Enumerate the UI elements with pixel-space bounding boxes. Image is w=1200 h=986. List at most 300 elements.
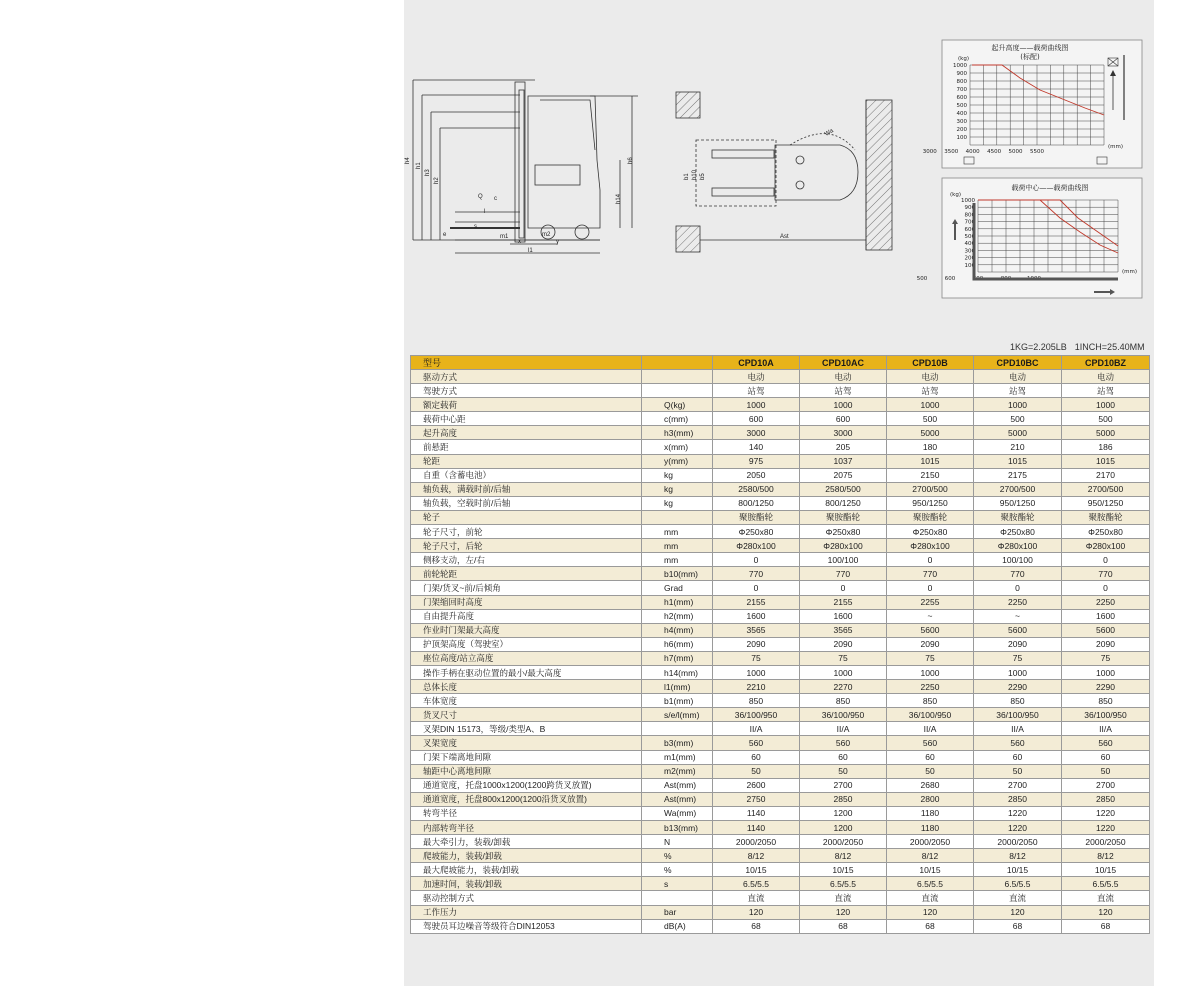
chart2-ytick: 300: [964, 248, 975, 255]
chart2-ytick: 900: [964, 205, 975, 212]
table-row: [411, 806, 1150, 820]
header-model: 型号: [411, 356, 642, 370]
row-label: 轮子: [411, 510, 642, 524]
chart2-title: 载荷中心——载荷曲线图: [1011, 184, 1089, 192]
row-label: 驾驶方式: [411, 384, 642, 398]
chart1-ytick: 300: [956, 119, 967, 125]
row-value: 1200: [800, 806, 887, 820]
row-value: 0: [887, 581, 974, 595]
row-value: 2090: [713, 637, 800, 651]
chart1-ytick: 700: [956, 87, 967, 93]
row-value: 0: [1062, 581, 1150, 595]
row-value: 站驾: [713, 384, 800, 398]
row-label: 轮距: [411, 454, 642, 468]
row-value: 560: [974, 736, 1062, 750]
table-row: [411, 778, 1150, 792]
row-value: Φ280x100: [800, 539, 887, 553]
table-row: [411, 496, 1150, 510]
row-value: 100/100: [800, 553, 887, 567]
chart2-ytick: 400: [964, 241, 975, 248]
chart1-ytick: 200: [956, 127, 967, 133]
row-value: 1600: [800, 609, 887, 623]
row-unit: h2(mm): [642, 609, 713, 623]
row-value: II/A: [1062, 722, 1150, 736]
row-value: 68: [887, 919, 974, 933]
row-value: 10/15: [974, 863, 1062, 877]
row-value: 2255: [887, 595, 974, 609]
row-value: 2090: [974, 637, 1062, 651]
table-row: [411, 398, 1150, 412]
row-unit: h6(mm): [642, 637, 713, 651]
row-value: 3565: [713, 623, 800, 637]
row-label: 载荷中心距: [411, 412, 642, 426]
chart1-xlabel: (mm): [1108, 144, 1124, 150]
table-row: [411, 835, 1150, 849]
chart1-title: 起升高度——载荷曲线图: [991, 44, 1069, 52]
table-row: [411, 680, 1150, 694]
top-view-drawing: [676, 92, 892, 252]
row-value: Φ280x100: [974, 539, 1062, 553]
row-label: 驾驶员耳边噪音等级符合DIN12053: [411, 919, 642, 933]
row-value: 6.5/5.5: [713, 877, 800, 891]
row-value: 850: [713, 694, 800, 708]
row-value: 2700: [974, 778, 1062, 792]
row-label: 侧移支动，左/右: [411, 553, 642, 567]
row-value: 560: [713, 736, 800, 750]
row-value: Φ280x100: [713, 539, 800, 553]
table-row: [411, 750, 1150, 764]
row-value: 140: [713, 440, 800, 454]
row-unit: dB(A): [642, 919, 713, 933]
svg-text:m1: m1: [500, 234, 509, 240]
row-value: 1180: [887, 821, 974, 835]
chart1-ytick: 900: [956, 71, 967, 77]
row-value: 1015: [1062, 454, 1150, 468]
row-value: II/A: [887, 722, 974, 736]
row-value: 75: [713, 651, 800, 665]
row-unit: [642, 384, 713, 398]
row-value: 975: [713, 454, 800, 468]
svg-text:e: e: [443, 232, 447, 238]
row-value: 770: [713, 567, 800, 581]
row-unit: mm: [642, 525, 713, 539]
row-value: 600: [713, 412, 800, 426]
row-label: 操作手柄在驱动位置的最小/最大高度: [411, 665, 642, 679]
row-value: 3565: [800, 623, 887, 637]
row-value: 10/15: [713, 863, 800, 877]
row-value: 2750: [713, 792, 800, 806]
row-value: 600: [800, 412, 887, 426]
row-value: 10/15: [800, 863, 887, 877]
row-value: 聚胺酯轮: [1062, 510, 1150, 524]
row-value: 1000: [1062, 665, 1150, 679]
row-value: 直流: [800, 891, 887, 905]
row-value: 3000: [713, 426, 800, 440]
row-value: 5600: [1062, 623, 1150, 637]
row-value: 2850: [1062, 792, 1150, 806]
table-row: [411, 722, 1150, 736]
row-unit: mm: [642, 539, 713, 553]
row-value: 36/100/950: [713, 708, 800, 722]
row-value: 2700/500: [974, 482, 1062, 496]
chart2-ytick: 1000: [961, 198, 975, 204]
header-cpd10ac: CPD10AC: [800, 356, 887, 370]
chart1-xtick: 5500: [1030, 149, 1044, 155]
row-value: 5600: [887, 623, 974, 637]
row-label: 门架缩回时高度: [411, 595, 642, 609]
row-value: 10/15: [887, 863, 974, 877]
row-label: 门架下端离地间隙: [411, 750, 642, 764]
table-row: [411, 821, 1150, 835]
chart2-ytick: 100: [964, 262, 975, 269]
chart1-ytick: 600: [956, 95, 967, 101]
table-row: [411, 849, 1150, 863]
row-unit: h1(mm): [642, 595, 713, 609]
row-value: 6.5/5.5: [887, 877, 974, 891]
table-row: [411, 651, 1150, 665]
row-label: 自由提升高度: [411, 609, 642, 623]
table-row: [411, 370, 1150, 384]
row-value: 站驾: [1062, 384, 1150, 398]
row-value: 770: [887, 567, 974, 581]
row-unit: Wa(mm): [642, 806, 713, 820]
row-value: 2700: [800, 778, 887, 792]
row-value: 2680: [887, 778, 974, 792]
row-unit: Ast(mm): [642, 778, 713, 792]
row-label: 最大爬坡能力，装载/卸载: [411, 863, 642, 877]
row-value: 36/100/950: [974, 708, 1062, 722]
chart1-xtick: 4500: [987, 149, 1002, 155]
row-unit: h3(mm): [642, 426, 713, 440]
row-value: Φ250x80: [974, 525, 1062, 539]
chart1-ylabel: (kg): [958, 56, 969, 62]
row-label: 通道宽度，托盘1000x1200(1200跨货叉放置): [411, 778, 642, 792]
row-value: II/A: [800, 722, 887, 736]
row-unit: N: [642, 835, 713, 849]
row-value: 1000: [800, 665, 887, 679]
row-unit: %: [642, 849, 713, 863]
row-label: 加速时间，装载/卸载: [411, 877, 642, 891]
row-unit: b3(mm): [642, 736, 713, 750]
technical-drawings: [404, 0, 1154, 330]
chart2-ylabel: (kg): [950, 192, 961, 198]
row-unit: Ast(mm): [642, 792, 713, 806]
row-value: 850: [974, 694, 1062, 708]
kg-lb-note: 1KG=2.205LB: [1010, 342, 1067, 352]
row-value: 60: [800, 750, 887, 764]
row-label: 总体长度: [411, 680, 642, 694]
row-unit: kg: [642, 482, 713, 496]
row-value: 60: [887, 750, 974, 764]
svg-text:l1: l1: [528, 248, 533, 254]
row-unit: b10(mm): [642, 567, 713, 581]
row-unit: b1(mm): [642, 694, 713, 708]
row-value: 8/12: [974, 849, 1062, 863]
row-value: 0: [1062, 553, 1150, 567]
row-label: 爬坡能力，装载/卸载: [411, 849, 642, 863]
row-value: 3000: [800, 426, 887, 440]
row-unit: [642, 891, 713, 905]
row-value: 50: [1062, 764, 1150, 778]
table-row: [411, 694, 1150, 708]
row-value: 6.5/5.5: [800, 877, 887, 891]
lift-height-load-chart: [923, 40, 1142, 168]
row-value: 100/100: [974, 553, 1062, 567]
table-row: [411, 426, 1150, 440]
row-value: 850: [1062, 694, 1150, 708]
svg-text:h6: h6: [628, 157, 634, 164]
row-value: 75: [887, 651, 974, 665]
table-row: [411, 454, 1150, 468]
row-label: 起升高度: [411, 426, 642, 440]
row-value: 2580/500: [800, 482, 887, 496]
row-label: 座位高度/站立高度: [411, 651, 642, 665]
row-label: 轴负载，空载时前/后轴: [411, 496, 642, 510]
row-value: 560: [887, 736, 974, 750]
row-value: 2700/500: [887, 482, 974, 496]
row-value: 2250: [974, 595, 1062, 609]
row-unit: kg: [642, 496, 713, 510]
table-row: [411, 553, 1150, 567]
row-value: 68: [800, 919, 887, 933]
row-value: 50: [887, 764, 974, 778]
row-value: 500: [974, 412, 1062, 426]
table-row: [411, 384, 1150, 398]
row-value: 2850: [800, 792, 887, 806]
row-value: 直流: [887, 891, 974, 905]
row-value: 2700: [1062, 778, 1150, 792]
row-value: 2170: [1062, 468, 1150, 482]
row-value: 186: [1062, 440, 1150, 454]
row-value: 50: [974, 764, 1062, 778]
row-label: 驱动方式: [411, 370, 642, 384]
specification-table: [410, 355, 1150, 934]
table-row: [411, 736, 1150, 750]
row-value: 68: [713, 919, 800, 933]
row-value: 1037: [800, 454, 887, 468]
svg-text:h2: h2: [434, 177, 440, 184]
chart2-xtick: 700: [972, 276, 984, 282]
chart1-subtitle: (标配): [1020, 53, 1040, 61]
row-value: 500: [887, 412, 974, 426]
table-row: [411, 792, 1150, 806]
row-value: 120: [1062, 905, 1150, 919]
row-value: 500: [1062, 412, 1150, 426]
row-value: 2090: [887, 637, 974, 651]
chart1-xtick: 4000: [965, 149, 980, 155]
row-value: 站驾: [887, 384, 974, 398]
row-unit: c(mm): [642, 412, 713, 426]
chart1-ytick: 500: [956, 103, 967, 109]
chart2-ytick: 800: [964, 212, 975, 219]
row-unit: h4(mm): [642, 623, 713, 637]
load-center-load-chart: [917, 178, 1142, 298]
row-value: 2000/2050: [800, 835, 887, 849]
header-cpd10b: CPD10B: [887, 356, 974, 370]
svg-text:Wa: Wa: [824, 128, 835, 138]
chart1-ytick: 1000: [953, 63, 967, 69]
row-value: 聚胺酯轮: [800, 510, 887, 524]
row-value: 120: [800, 905, 887, 919]
row-label: 护顶架高度（驾驶室）: [411, 637, 642, 651]
row-value: 1200: [800, 821, 887, 835]
row-value: 1000: [713, 665, 800, 679]
row-value: 36/100/950: [887, 708, 974, 722]
row-value: 68: [974, 919, 1062, 933]
row-unit: [642, 722, 713, 736]
row-label: 前悬距: [411, 440, 642, 454]
row-value: 2580/500: [713, 482, 800, 496]
table-row: [411, 877, 1150, 891]
row-value: 0: [800, 581, 887, 595]
table-row: [411, 440, 1150, 454]
row-value: 电动: [887, 370, 974, 384]
row-value: 1220: [1062, 806, 1150, 820]
row-label: 货叉尺寸: [411, 708, 642, 722]
row-value: Φ250x80: [800, 525, 887, 539]
row-unit: [642, 370, 713, 384]
svg-text:Ast: Ast: [780, 234, 789, 240]
row-label: 轮子尺寸，前轮: [411, 525, 642, 539]
row-value: II/A: [713, 722, 800, 736]
header-cpd10bc: CPD10BC: [974, 356, 1062, 370]
row-value: 210: [974, 440, 1062, 454]
table-row: [411, 764, 1150, 778]
row-value: 950/1250: [887, 496, 974, 510]
row-label: 通道宽度，托盘800x1200(1200沿货叉放置): [411, 792, 642, 806]
svg-text:h4: h4: [405, 157, 411, 164]
row-label: 工作压力: [411, 905, 642, 919]
chart1-xtick: 3500: [944, 149, 959, 155]
row-value: 2050: [713, 468, 800, 482]
table-row: [411, 468, 1150, 482]
row-value: 5600: [974, 623, 1062, 637]
svg-text:h1: h1: [416, 162, 422, 169]
table-row: [411, 708, 1150, 722]
row-value: 2210: [713, 680, 800, 694]
row-unit: l1(mm): [642, 680, 713, 694]
row-value: 50: [713, 764, 800, 778]
row-unit: Q(kg): [642, 398, 713, 412]
row-value: Φ280x100: [1062, 539, 1150, 553]
row-value: 8/12: [1062, 849, 1150, 863]
row-value: 2000/2050: [1062, 835, 1150, 849]
header-unit: [642, 356, 713, 370]
row-unit: [642, 510, 713, 524]
chart2-ytick: 200: [964, 255, 975, 262]
row-unit: Grad: [642, 581, 713, 595]
row-value: 5000: [974, 426, 1062, 440]
table-row: [411, 567, 1150, 581]
row-value: II/A: [974, 722, 1062, 736]
row-unit: b13(mm): [642, 821, 713, 835]
row-value: 1000: [974, 398, 1062, 412]
row-value: 2000/2050: [974, 835, 1062, 849]
row-label: 门架/货叉~前/后倾角: [411, 581, 642, 595]
row-value: 2150: [887, 468, 974, 482]
row-value: 2155: [713, 595, 800, 609]
row-label: 自重（含蓄电池）: [411, 468, 642, 482]
row-value: 2250: [1062, 595, 1150, 609]
chart2-ytick: 700: [964, 219, 975, 226]
row-unit: m1(mm): [642, 750, 713, 764]
row-label: 驱动控制方式: [411, 891, 642, 905]
chart2-xtick: 1000: [1027, 276, 1041, 282]
table-row: [411, 539, 1150, 553]
row-value: Φ250x80: [1062, 525, 1150, 539]
row-label: 最大牵引力，装载/卸载: [411, 835, 642, 849]
table-row: [411, 525, 1150, 539]
side-view-drawing: [413, 80, 638, 253]
row-value: 2800: [887, 792, 974, 806]
row-label: 内部转弯半径: [411, 821, 642, 835]
svg-text:l: l: [484, 209, 486, 215]
row-unit: h14(mm): [642, 665, 713, 679]
chart2-xtick: 600: [944, 276, 956, 282]
table-row: [411, 905, 1150, 919]
row-value: Φ250x80: [713, 525, 800, 539]
svg-text:m2: m2: [542, 232, 551, 238]
chart2-xtick: 800: [1000, 276, 1012, 282]
row-value: 6.5/5.5: [974, 877, 1062, 891]
chart2-ytick: 600: [964, 226, 975, 233]
row-value: 205: [800, 440, 887, 454]
row-value: 2075: [800, 468, 887, 482]
row-value: 1000: [713, 398, 800, 412]
row-value: 75: [1062, 651, 1150, 665]
header-cpd10bz: CPD10BZ: [1062, 356, 1150, 370]
row-value: 2000/2050: [887, 835, 974, 849]
row-value: 1000: [800, 398, 887, 412]
row-value: 8/12: [713, 849, 800, 863]
row-unit: bar: [642, 905, 713, 919]
table-row: [411, 581, 1150, 595]
row-value: 50: [800, 764, 887, 778]
row-value: 电动: [974, 370, 1062, 384]
row-unit: mm: [642, 553, 713, 567]
row-value: ~: [887, 609, 974, 623]
chart1-ytick: 800: [956, 79, 967, 85]
row-unit: h7(mm): [642, 651, 713, 665]
chart1-xtick: 5000: [1008, 149, 1023, 155]
row-value: 5000: [887, 426, 974, 440]
chart2-xtick: 500: [916, 276, 928, 282]
svg-text:b1: b1: [684, 173, 690, 180]
row-value: 1180: [887, 806, 974, 820]
row-unit: s/e/l(mm): [642, 708, 713, 722]
row-value: 聚胺酯轮: [887, 510, 974, 524]
row-value: 770: [974, 567, 1062, 581]
svg-text:s: s: [474, 224, 477, 230]
row-value: 75: [974, 651, 1062, 665]
row-value: 2250: [887, 680, 974, 694]
row-label: 车体宽度: [411, 694, 642, 708]
row-value: 电动: [713, 370, 800, 384]
row-value: 2290: [1062, 680, 1150, 694]
row-value: 0: [713, 553, 800, 567]
row-label: 轮子尺寸，后轮: [411, 539, 642, 553]
row-label: 叉架宽度: [411, 736, 642, 750]
table-row: [411, 482, 1150, 496]
row-value: 1140: [713, 806, 800, 820]
row-value: 850: [800, 694, 887, 708]
row-value: 120: [974, 905, 1062, 919]
row-value: 75: [800, 651, 887, 665]
row-value: 36/100/950: [800, 708, 887, 722]
table-row: [411, 919, 1150, 933]
table-row: [411, 665, 1150, 679]
table-row: [411, 609, 1150, 623]
